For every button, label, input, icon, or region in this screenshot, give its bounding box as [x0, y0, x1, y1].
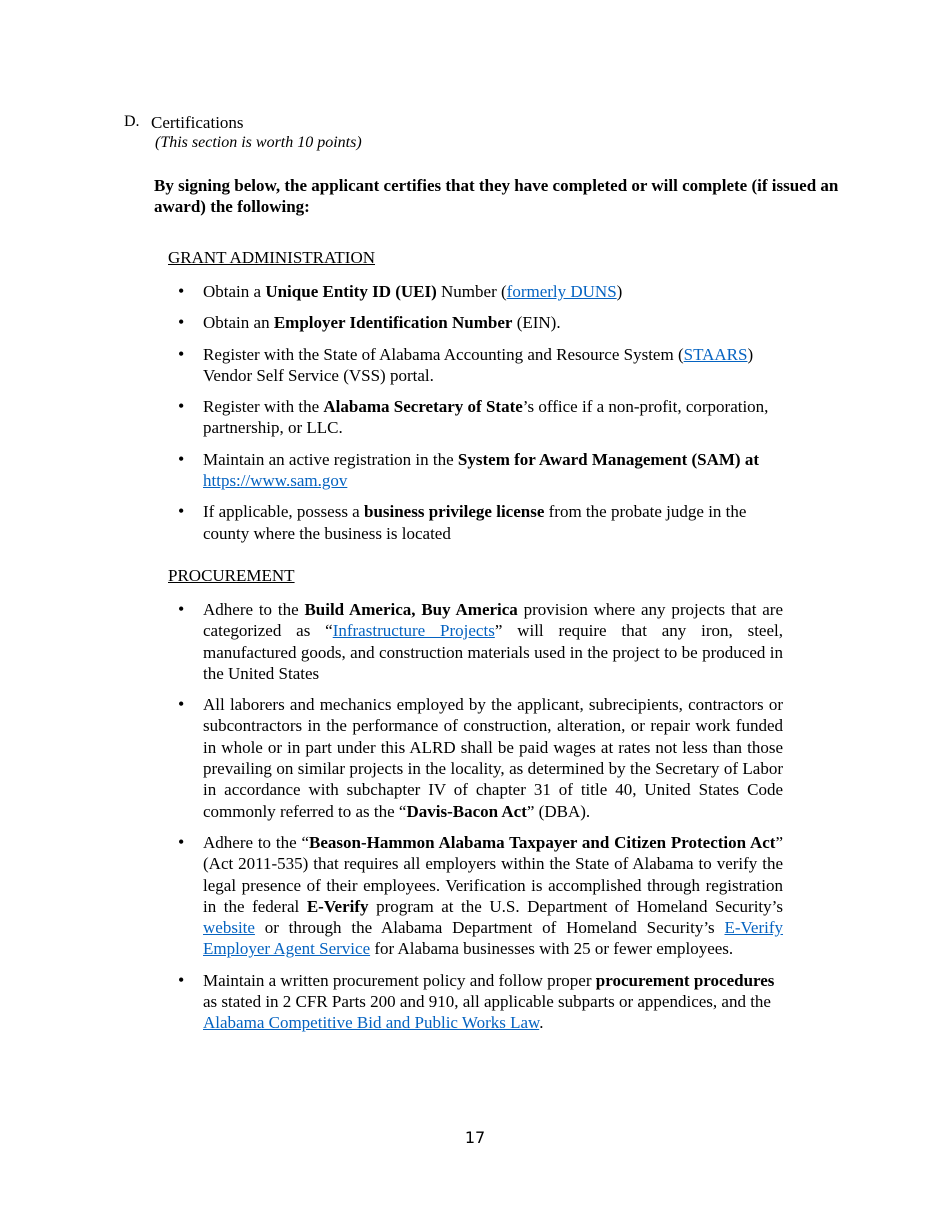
- list-item: • Adhere to the Build America, Buy America provision where any projects that are categorized as “Infrastructure Projects” will require that any iron, steel, manufactured goods, and construction materials used in the project to be produced in the United States: [178, 599, 783, 684]
- list-item: • All laborers and mechanics employed by the applicant, subrecipients, contractors or subcontractors in the performance of construction, alteration, or repair work funded in whole or in part under this ALRD shall be paid wages at rates not less than those prevailing on similar projects in the locality, as determined by the Secretary of Labor in accordance with subchapter IV of chapter 31 of title 40, United States Code commonly referred to as the “Davis-Bacon Act” (DBA).: [178, 694, 783, 822]
- list-item: • Obtain an Employer Identification Number (EIN).: [178, 312, 783, 333]
- list-item: • Maintain a written procurement policy and follow proper procurement procedures as stated in 2 CFR Parts 200 and 910, all applicable subparts or appendices, and the Alabama Competitive Bid and Public Works Law.: [178, 970, 783, 1034]
- certification-intro: By signing below, the applicant certifies that they have completed or will complete (if issued an award) the following:: [154, 176, 839, 216]
- sam-gov-link[interactable]: https://www.sam.gov: [203, 471, 348, 491]
- grant-administration-heading: GRANT ADMINISTRATION: [168, 248, 375, 267]
- section-letter: D.: [124, 113, 140, 130]
- formerly-duns-link[interactable]: formerly DUNS: [506, 282, 617, 301]
- list-item: • Maintain an active registration in the System for Award Management (SAM) at https://www.sam.gov: [178, 449, 783, 492]
- grant-administration-list: [178, 281, 783, 544]
- infrastructure-projects-link[interactable]: Infrastructure Projects: [332, 621, 495, 641]
- list-item: • Register with the Alabama Secretary of State’s office if a non-profit, corporation, partnership, or LLC.: [178, 396, 783, 439]
- list-item: • If applicable, possess a business privilege license from the probate judge in the county where the business is located: [178, 501, 783, 544]
- page-number: 17: [464, 1128, 486, 1147]
- list-item: • Obtain a Unique Entity ID (UEI) Number (formerly DUNS): [178, 281, 783, 302]
- dhs-website-link[interactable]: website: [203, 918, 255, 938]
- staars-link[interactable]: STAARS: [683, 344, 748, 364]
- list-item: • Adhere to the “Beason-Hammon Alabama Taxpayer and Citizen Protection Act” (Act 2011-535) that requires all employers within the State of Alabama to verify the legal presence of their employees. Verification is accomplished through registration in the federal E-Verify program at the U.S. Department of Homeland Security’s website or through the Alabama Department of Homeland Security’s E-Verify Employer Agent Service for Alabama businesses with 25 or fewer employees.: [178, 832, 783, 960]
- e-verify-agent-service-link[interactable]: E-Verify Employer Agent Service: [203, 918, 783, 959]
- section-points-note: (This section is worth 10 points): [155, 134, 362, 151]
- procurement-heading: PROCUREMENT: [168, 566, 295, 585]
- alabama-competitive-bid-link[interactable]: Alabama Competitive Bid and Public Works Law: [203, 1013, 540, 1033]
- section-title: Certifications: [151, 113, 244, 132]
- list-item: • Register with the State of Alabama Accounting and Resource System (STAARS) Vendor Self Service (VSS) portal.: [178, 344, 783, 387]
- procurement-list: [178, 599, 783, 1034]
